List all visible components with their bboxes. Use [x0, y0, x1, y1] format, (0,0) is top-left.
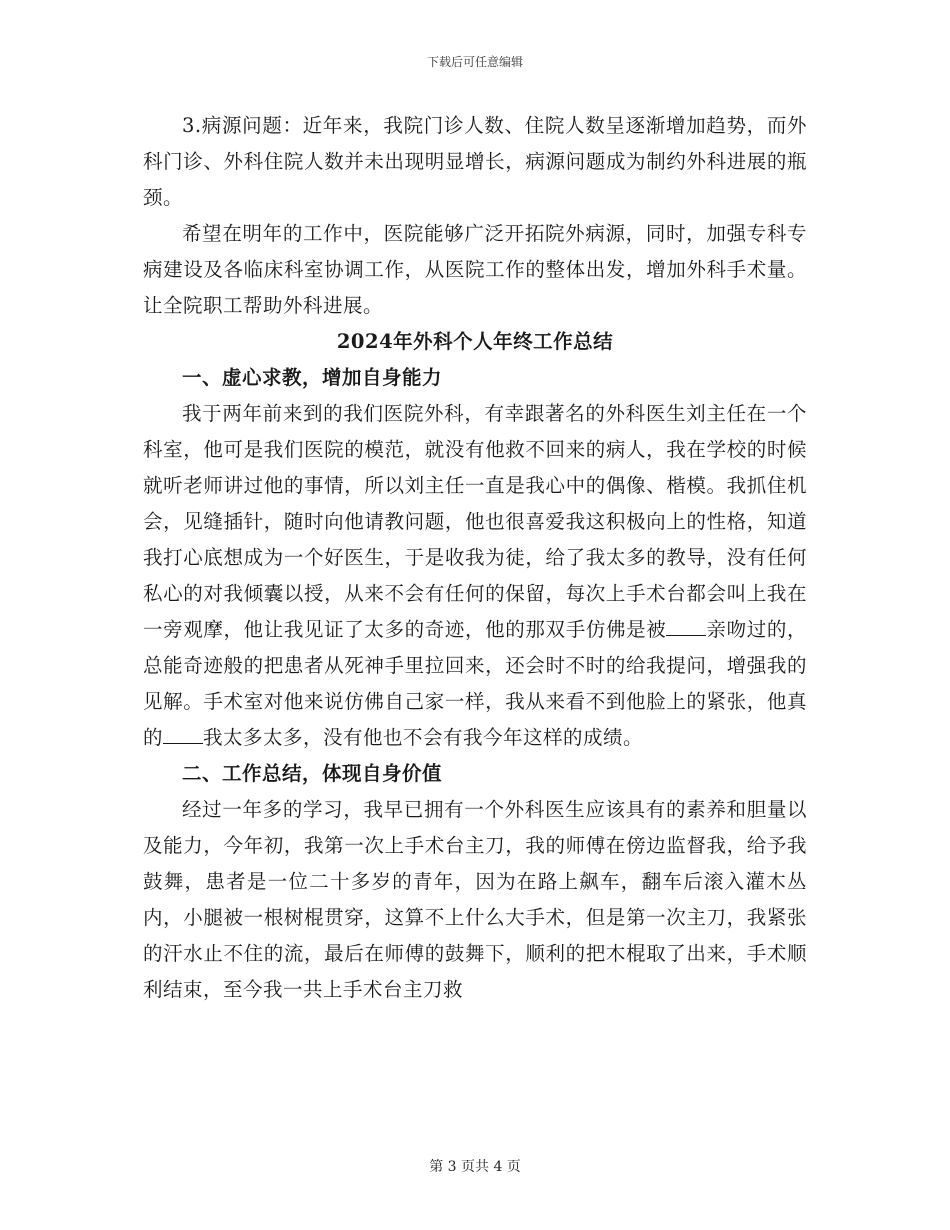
paragraph-mentor-part-1: 我于两年前来到的我们医院外科，有幸跟著名的外科医生刘主任在一个科室，他可是我们医院的模范，就没有他救不回来的病人，我在学校的时候就听老师讲过他的事情，所以刘主任一直是我心中的偶像、楷模。我抓住机会，见缝插针，随时向他请教问题，他也很喜爱我这积极向上的性格，知道我打心底想成为一个好医生，于是收我为徒，给了我太多的教导，没有任何私心的对我倾囊以授，从来不会有任何的保留，每次上手术台都会叫上我在一旁观摩，他让我见证了太多的奇迹，他的那双手仿佛是被	[143, 402, 807, 641]
document-body	[143, 108, 807, 1008]
paragraph-patient-source: 3.病源问题：近年来，我院门诊人数、住院人数呈逐渐增加趋势，而外科门诊、外科住院人数并未出现明显增长，病源问题成为制约外科进展的瓶颈。	[143, 114, 807, 209]
blank-underline-2	[163, 724, 203, 745]
section-heading-1: 一、虚心求教，增加自身能力	[182, 366, 443, 389]
paragraph-mentor-part-3: 我太多太多，没有他也不会有我今年这样的成绩。	[203, 726, 644, 749]
page-header-note: 下载后可任意编辑	[426, 55, 523, 69]
paragraph-mentor-part-2: 亲吻过的，总能奇迹般的把患者从死神手里拉回来，还会时不时的给我提问，增强我的见解。手术室对他来说仿佛自己家一样，我从来看不到他脸上的紧张，他真的	[143, 618, 807, 749]
blank-underline-1	[666, 616, 706, 637]
paragraph-first-surgery: 经过一年多的学习，我早已拥有一个外科医生应该具有的素养和胆量以及能力，今年初，我第一次上手术台主刀，我的师傅在傍边监督我，给予我鼓舞，患者是一位二十多岁的青年，因为在路上飙车，翻车后滚入灌木丛内，小腿被一根树棍贯穿，这算不上什么大手术，但是第一次主刀，我紧张的汗水止不住的流，最后在师傅的鼓舞下，顺利的把木棍取了出来，手术顺利结束，至今我一共上手术台主刀救	[143, 798, 807, 1001]
document-title: 2024年外科个人年终工作总结	[336, 330, 614, 353]
paragraph-hope: 希望在明年的工作中，医院能够广泛开拓院外病源，同时，加强专科专病建设及各临床科室协调工作，从医院工作的整体出发，增加外科手术量。让全院职工帮助外科进展。	[143, 222, 807, 317]
paragraph-mentor	[143, 396, 807, 756]
section-heading-2: 二、工作总结，体现自身价值	[182, 762, 443, 785]
page-footer-number: 第 3 页共 4 页	[429, 1159, 521, 1175]
